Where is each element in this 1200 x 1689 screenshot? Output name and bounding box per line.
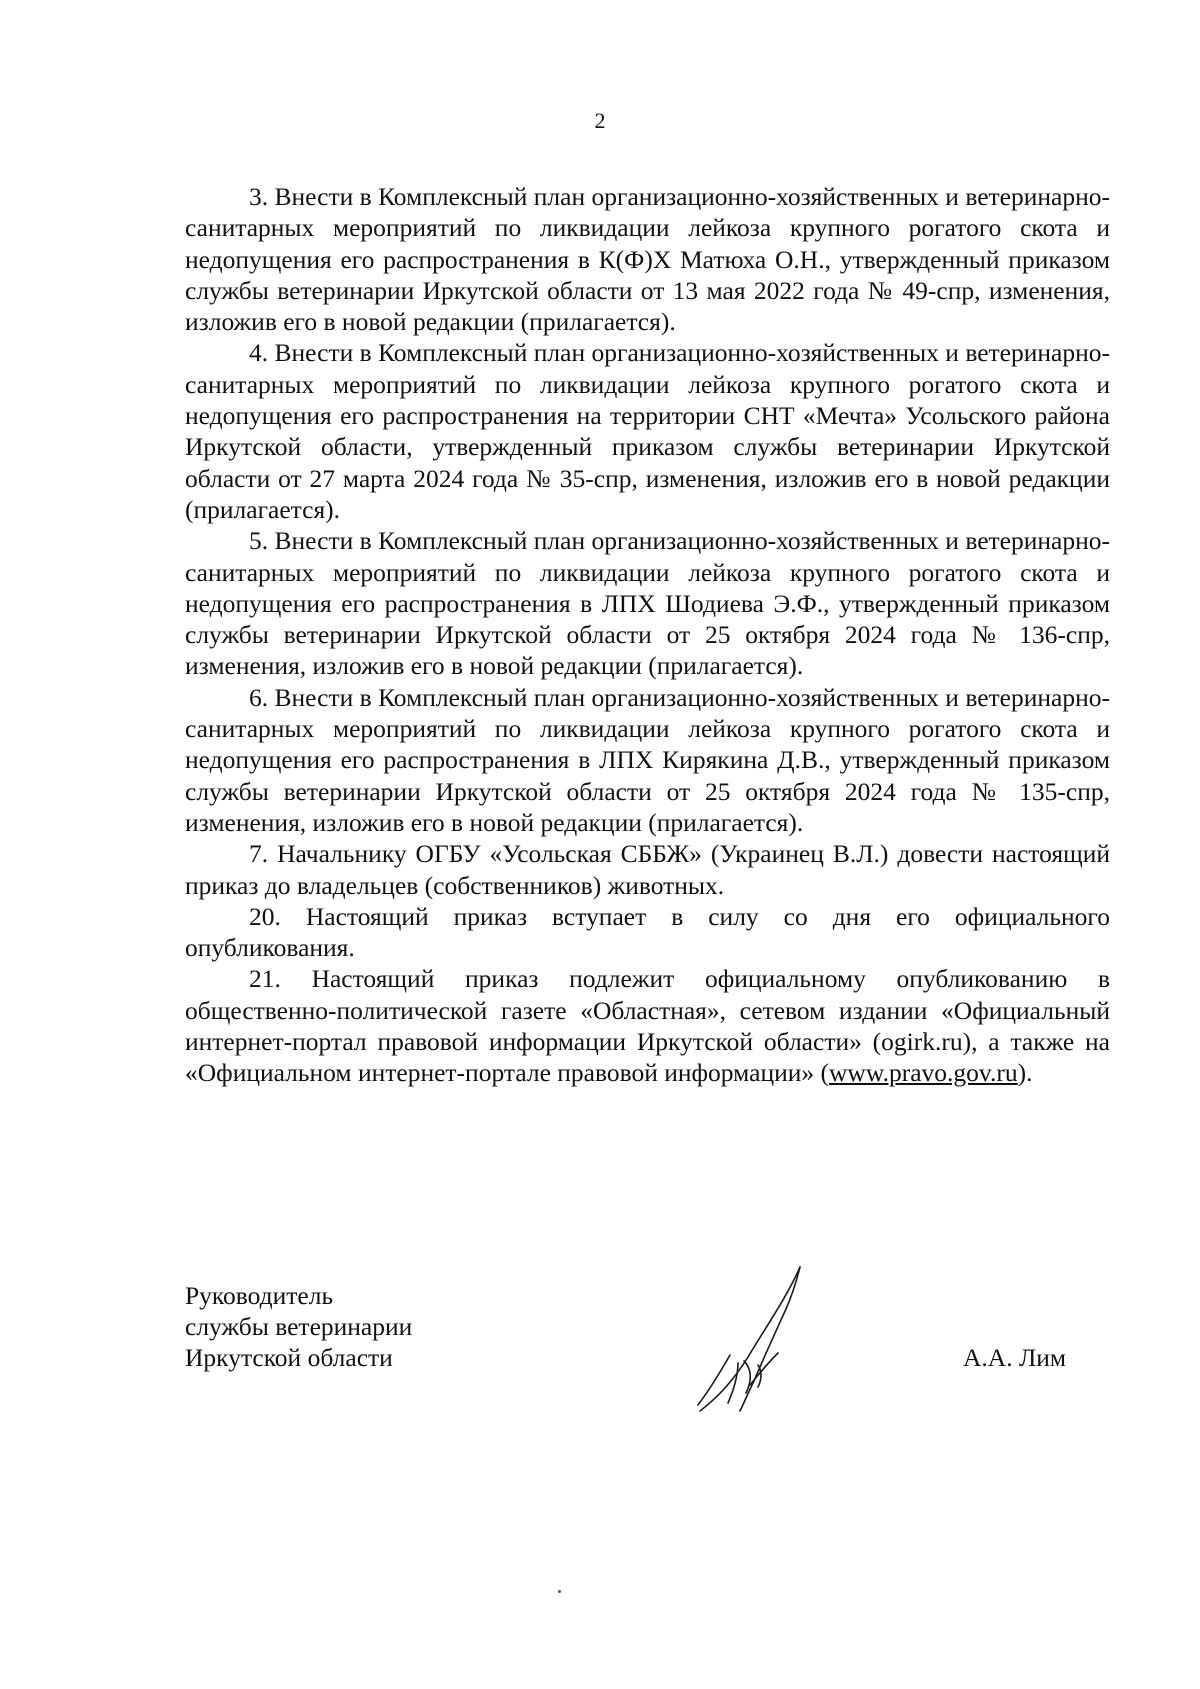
paragraph-6: 6. Внести в Комплексный план организационно-хозяйственных и ветеринарно-санитарных мероприятий по ликвидации лейкоза крупного рогатого скота и недопущения его распространения в ЛПХ Кирякина Д.В., утвержденный приказом службы ветеринарии Иркутской области от 25 октября 2024 года № 135-спр, изменения, изложив его в новой редакции (прилагается). [185, 682, 1110, 837]
paragraph-21 [185, 963, 1110, 1088]
page-number: 2 [594, 108, 606, 133]
signatory-title-line-2: службы ветеринарии [185, 1312, 413, 1341]
document-body [185, 181, 1110, 1089]
signatory-title-line-1: Руководитель [185, 1281, 334, 1310]
scan-speck [558, 1590, 561, 1593]
signer-name: А.А. Лим [963, 1343, 1067, 1372]
paragraph-5: 5. Внести в Комплексный план организационно-хозяйственных и ветеринарно-санитарных мероприятий по ликвидации лейкоза крупного рогатого скота и недопущения его распространения в ЛПХ Шодиева Э.Ф., утвержденный приказом службы ветеринарии Иркутской области от 25 октября 2024 года № 136-спр, изменения, изложив его в новой редакции (прилагается). [185, 526, 1110, 681]
paragraph-21-text: 21. Настоящий приказ подлежит официальному опубликованию в общественно-политической газете «Областная», сетевом издании «Официальный интернет-портал правовой информации Иркутской области» (ogirk.ru), а также на «Официальном интернет-портале правовой информации» ( [185, 964, 1110, 1088]
paragraph-4: 4. Внести в Комплексный план организационно-хозяйственных и ветеринарно-санитарных мероприятий по ликвидации лейкоза крупного рогатого скота и недопущения его распространения на территории СНТ «Мечта» Усольского района Иркутской области, утвержденный приказом службы ветеринарии Иркутской области от 27 марта 2024 года № 35-спр, изменения, изложив его в новой редакции (прилагается). [185, 338, 1110, 524]
paragraph-7: 7. Начальнику ОГБУ «Усольская СББЖ» (Украинец В.Л.) довести настоящий приказ до владельцев (собственников) животных. [185, 839, 1110, 900]
signatory-title-line-3: Иркутской области [185, 1343, 393, 1372]
signatory-title [185, 1280, 412, 1373]
handwritten-signature [688, 1265, 808, 1415]
paragraph-21-ending: ). [1017, 1058, 1033, 1088]
paragraph-3: 3. Внести в Комплексный план организационно-хозяйственных и ветеринарно-санитарных мероприятий по ликвидации лейкоза крупного рогатого скота и недопущения его распространения в К(Ф)Х Матюха О.Н., утвержденный приказом службы ветеринарии Иркутской области от 13 мая 2022 года № 49-спр, изменения, изложив его в новой редакции (прилагается). [185, 182, 1110, 337]
paragraph-20: 20. Настоящий приказ вступает в силу со дня его официального опубликования. [185, 901, 1110, 963]
pravo-link[interactable]: www.pravo.gov.ru [829, 1058, 1018, 1088]
